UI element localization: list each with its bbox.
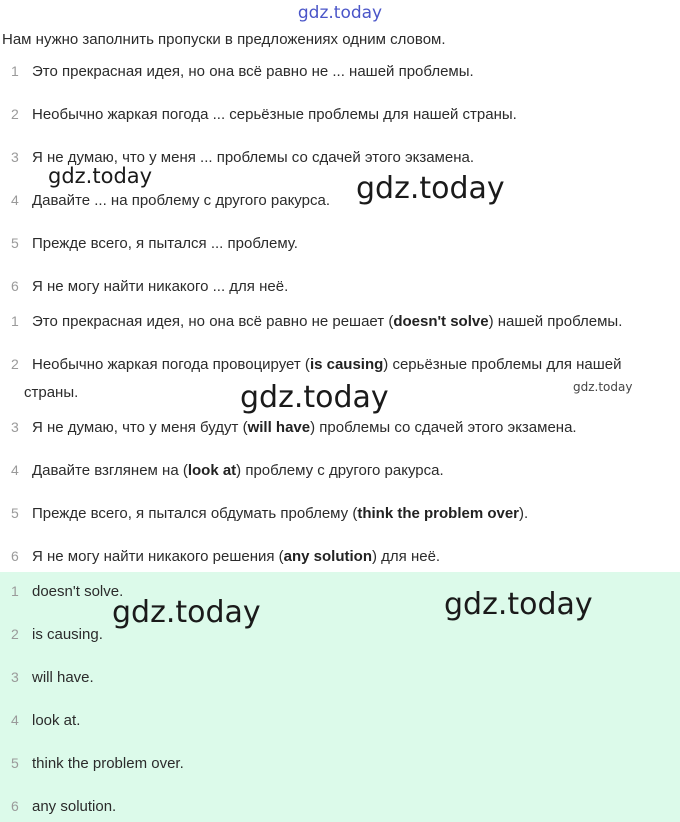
- answer-highlight: will have: [247, 419, 311, 436]
- answer-text: will have.: [32, 669, 94, 686]
- question-text: Я не думаю, что у меня ... проблемы со сдачей этого экзамена.: [32, 149, 475, 166]
- question-text: Я не могу найти никакого ... для неё.: [32, 278, 289, 295]
- answer-text: any solution.: [32, 798, 117, 815]
- item-number: 1: [11, 313, 19, 329]
- item-number: 4: [11, 462, 19, 478]
- question-text: Необычно жаркая погода ... серьёзные проблемы для нашей страны.: [32, 106, 517, 123]
- watermark: gdz.today: [573, 380, 633, 394]
- item-number: 1: [11, 63, 19, 79]
- answer-highlight: any solution: [283, 548, 372, 565]
- item-number: 1: [11, 583, 19, 599]
- answer-highlight: think the problem over: [357, 505, 520, 522]
- translation-text: Я не могу найти никакого решения (any solution) для неё.: [32, 548, 441, 565]
- item-number: 2: [11, 106, 19, 122]
- watermark: gdz.today: [112, 595, 261, 630]
- item-number: 2: [11, 356, 19, 372]
- item-number: 4: [11, 192, 19, 208]
- watermark: gdz.today: [356, 171, 505, 206]
- translation-text: Прежде всего, я пытался обдумать проблему (think the problem over).: [32, 505, 529, 522]
- watermark: gdz.today: [48, 164, 153, 188]
- question-text: Прежде всего, я пытался ... проблему.: [32, 235, 298, 252]
- translation-text-continued: страны.: [24, 384, 79, 401]
- answer-text: is causing.: [32, 626, 103, 643]
- item-number: 5: [11, 235, 19, 251]
- translation-text: Необычно жаркая погода провоцирует (is causing) серьёзные проблемы для нашей: [32, 356, 622, 373]
- item-number: 6: [11, 798, 19, 814]
- answer-text: look at.: [32, 712, 81, 729]
- answer-text: think the problem over.: [32, 755, 184, 772]
- answer-highlight: is causing: [309, 356, 384, 373]
- item-number: 3: [11, 419, 19, 435]
- item-number: 3: [11, 669, 19, 685]
- answer-highlight: doesn't solve: [393, 313, 489, 330]
- task-instruction: Нам нужно заполнить пропуски в предложениях одним словом.: [2, 31, 446, 48]
- item-number: 5: [11, 755, 19, 771]
- watermark-top: gdz.today: [297, 3, 383, 23]
- answer-text: doesn't solve.: [32, 583, 124, 600]
- item-number: 5: [11, 505, 19, 521]
- watermark: gdz.today: [444, 587, 593, 622]
- translation-text: Это прекрасная идея, но она всё равно не решает (doesn't solve) нашей проблемы.: [32, 313, 623, 330]
- item-number: 6: [11, 548, 19, 564]
- item-number: 4: [11, 712, 19, 728]
- answer-highlight: look at: [187, 462, 237, 479]
- item-number: 3: [11, 149, 19, 165]
- question-text: Это прекрасная идея, но она всё равно не ... нашей проблемы.: [32, 63, 474, 80]
- translation-text: Давайте взглянем на (look at) проблему с другого ракурса.: [32, 462, 444, 479]
- translation-text: Я не думаю, что у меня будут (will have) проблемы со сдачей этого экзамена.: [32, 419, 577, 436]
- watermark: gdz.today: [240, 380, 389, 415]
- question-text: Давайте ... на проблему с другого ракурса.: [32, 192, 330, 209]
- item-number: 2: [11, 626, 19, 642]
- item-number: 6: [11, 278, 19, 294]
